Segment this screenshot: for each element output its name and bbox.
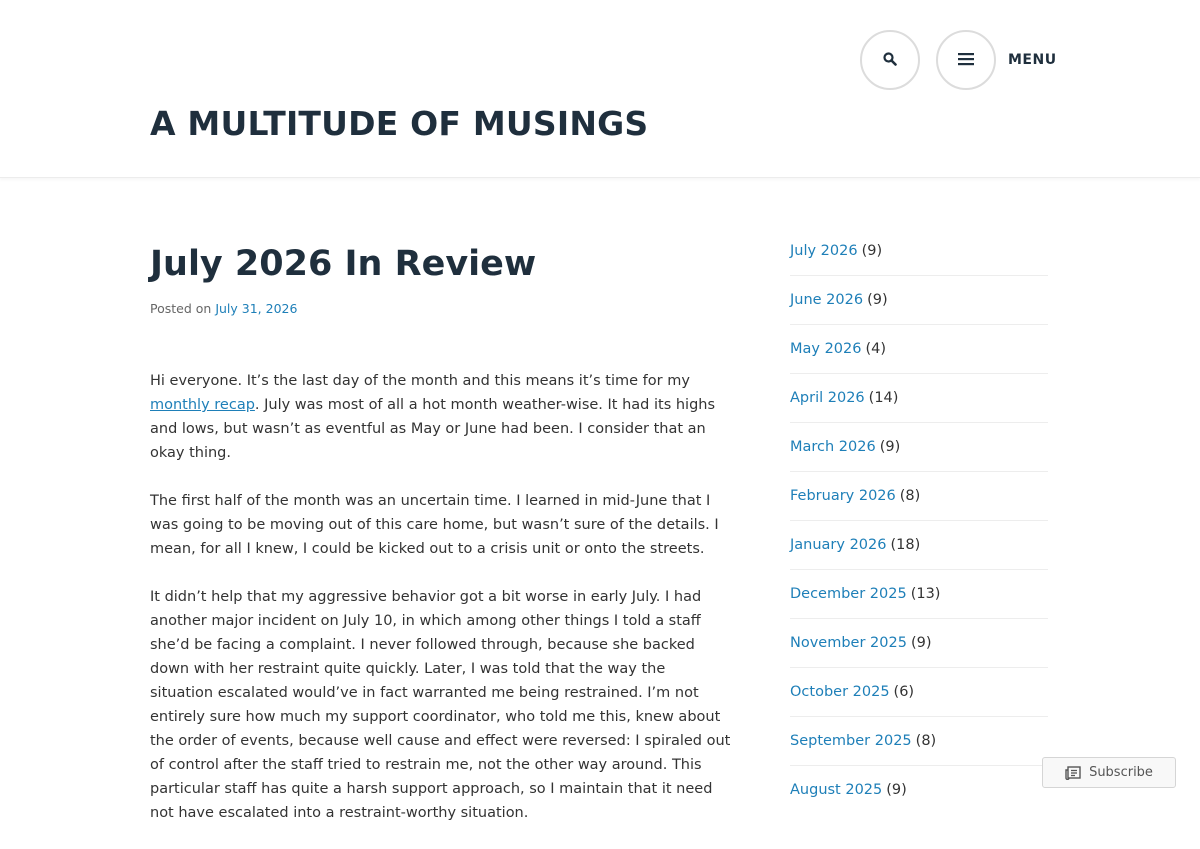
subscribe-button[interactable] bbox=[1042, 757, 1176, 788]
subscribe-label: Subscribe bbox=[1089, 765, 1153, 780]
search-button[interactable] bbox=[860, 30, 920, 90]
archive-item bbox=[790, 227, 1048, 276]
site-title[interactable]: A MULTITUDE OF MUSINGS bbox=[150, 104, 649, 143]
monthly-recap-link[interactable]: monthly recap bbox=[150, 397, 255, 413]
search-icon bbox=[883, 51, 897, 70]
archive-item bbox=[790, 521, 1048, 570]
archive-link[interactable]: April 2026 bbox=[790, 390, 865, 406]
hamburger-menu-icon bbox=[957, 51, 975, 70]
archive-count: (9) bbox=[886, 782, 907, 798]
archive-count: (8) bbox=[915, 733, 937, 749]
paragraph-text: . July was most of all a hot month weather-wise. It had its highs and lows, but wasn’t as eventful as May or June had been. I consider that an okay thing. bbox=[150, 397, 716, 461]
post-date-link[interactable]: July 31, 2026 bbox=[215, 301, 298, 316]
archive-count: (14) bbox=[868, 390, 899, 406]
paragraph-text: Hi everyone. It’s the last day of the month and this means it’s time for my bbox=[150, 373, 690, 389]
archive-count: (18) bbox=[890, 537, 921, 553]
archive-count: (9) bbox=[867, 292, 888, 308]
archive-count: (8) bbox=[899, 488, 921, 504]
archive-link[interactable]: May 2026 bbox=[790, 341, 862, 357]
archive-count: (4) bbox=[865, 341, 887, 357]
archive-count: (6) bbox=[893, 684, 915, 700]
archive-link[interactable]: February 2026 bbox=[790, 488, 896, 504]
archive-link[interactable]: September 2025 bbox=[790, 733, 912, 749]
menu-label[interactable]: MENU bbox=[1008, 52, 1057, 68]
archive-link[interactable]: July 2026 bbox=[790, 243, 858, 259]
archive-link[interactable]: December 2025 bbox=[790, 586, 907, 602]
reader-icon bbox=[1065, 766, 1081, 780]
archive-link[interactable]: November 2025 bbox=[790, 635, 907, 651]
site-header bbox=[0, 0, 1200, 178]
archive-item bbox=[790, 276, 1048, 325]
archive-item bbox=[790, 423, 1048, 472]
menu-button[interactable] bbox=[936, 30, 996, 90]
post-paragraph: It didn’t help that my aggressive behavior got a bit worse in early July. I had another major incident on July 10, in which among other things I told a staff she’d be facing a complaint. I never followed through, because she backed down with her restraint quite quickly. Later, I was told that the way the situation escalated would’ve in fact warranted me being restrained. I’m not entirely sure how much my support coordinator, who told me this, knew about the order of events, because well cause and effect were reversed: I spiraled out of control after the staff tried to restrain me, not the other way around. This particular staff has quite a harsh support approach, so I maintain that it need not have escalated into a restraint-worthy situation. bbox=[150, 589, 731, 821]
archives-list bbox=[790, 227, 1048, 814]
post-meta bbox=[150, 300, 297, 318]
archive-item bbox=[790, 374, 1048, 423]
archive-link[interactable]: January 2026 bbox=[790, 537, 887, 553]
archive-item bbox=[790, 472, 1048, 521]
archive-item bbox=[790, 619, 1048, 668]
post-content bbox=[150, 369, 732, 849]
archive-count: (9) bbox=[910, 635, 932, 651]
archive-link[interactable]: June 2026 bbox=[790, 292, 864, 308]
posted-prefix: Posted on bbox=[150, 301, 212, 316]
archive-item bbox=[790, 570, 1048, 619]
archive-item bbox=[790, 325, 1048, 374]
archive-count: (9) bbox=[861, 243, 883, 259]
archive-link[interactable]: October 2025 bbox=[790, 684, 890, 700]
archive-link[interactable]: August 2025 bbox=[790, 782, 883, 798]
archive-count: (9) bbox=[879, 439, 901, 455]
archive-item bbox=[790, 717, 1048, 766]
post-title: July 2026 In Review bbox=[150, 244, 537, 284]
post-paragraph bbox=[150, 369, 732, 465]
archive-item bbox=[790, 668, 1048, 717]
post-paragraph: The first half of the month was an uncertain time. I learned in mid-June that I was going to be moving out of this care home, but wasn’t sure of the details. I mean, for all I knew, I could be kicked out to a crisis unit or onto the streets. bbox=[150, 493, 719, 557]
archive-item bbox=[790, 766, 1048, 814]
archive-link[interactable]: March 2026 bbox=[790, 439, 876, 455]
archive-count: (13) bbox=[910, 586, 941, 602]
